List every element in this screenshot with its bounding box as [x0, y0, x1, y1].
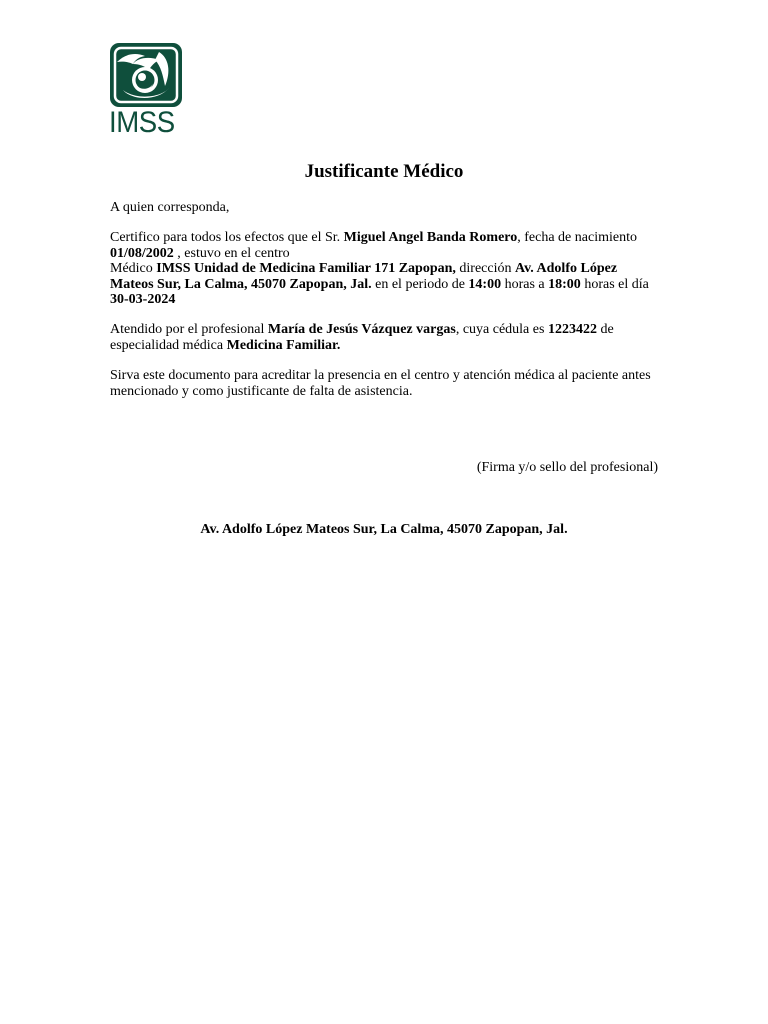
- certificate-intro: Certifico para todos los efectos que el Sr.: [110, 230, 341, 245]
- page-title: Justificante Médico: [304, 161, 464, 182]
- patient-name: Miguel Angel Banda Romero: [343, 230, 518, 245]
- purpose-paragraph: Sirva este documento para acreditar la presencia en el centro y atención médica al paciente antes mencionado y como justificante de falta de asistencia.: [110, 368, 651, 399]
- footer-address: Av. Adolfo López Mateos Sur, La Calma, 45070 Zapopan, Jal.: [200, 522, 568, 537]
- hours-to-label: horas a: [504, 276, 545, 292]
- period-label: en el periodo de: [375, 276, 465, 292]
- imss-logo: [109, 42, 185, 140]
- start-time: 14:00: [468, 276, 502, 292]
- specialty-label: de especialidad médica: [110, 322, 614, 353]
- birth-label: , fecha de nacimiento: [517, 230, 637, 245]
- imss-emblem-icon: [109, 42, 183, 108]
- attended-paragraph: [110, 322, 660, 353]
- address-label: dirección: [459, 261, 512, 276]
- signature-line: (Firma y/o sello del profesional): [476, 460, 658, 475]
- birth-date: 01/08/2002: [110, 245, 174, 261]
- greeting: A quien corresponda,: [110, 200, 230, 215]
- center-name: IMSS Unidad de Medicina Familiar 171 Zapopan,: [156, 261, 456, 276]
- center-label: , estuvo en el centro: [177, 245, 290, 261]
- center-address: Av. Adolfo López Mateos Sur, La Calma, 45070 Zapopan, Jal.: [110, 261, 618, 292]
- day-label: horas el día: [584, 276, 649, 292]
- attended-intro: Atendido por el profesional: [110, 322, 265, 337]
- logo-text: IMSS: [109, 106, 175, 139]
- medico-label: Médico: [110, 261, 153, 276]
- cedula-label: , cuya cédula es: [455, 322, 545, 337]
- end-time: 18:00: [548, 276, 581, 292]
- specialty: Medicina Familiar.: [226, 337, 341, 353]
- attendance-date: 30-03-2024: [110, 292, 176, 307]
- cedula-number: 1223422: [547, 322, 597, 337]
- professional-name: María de Jesús Vázquez vargas: [267, 322, 456, 337]
- certificate-paragraph: [110, 230, 660, 308]
